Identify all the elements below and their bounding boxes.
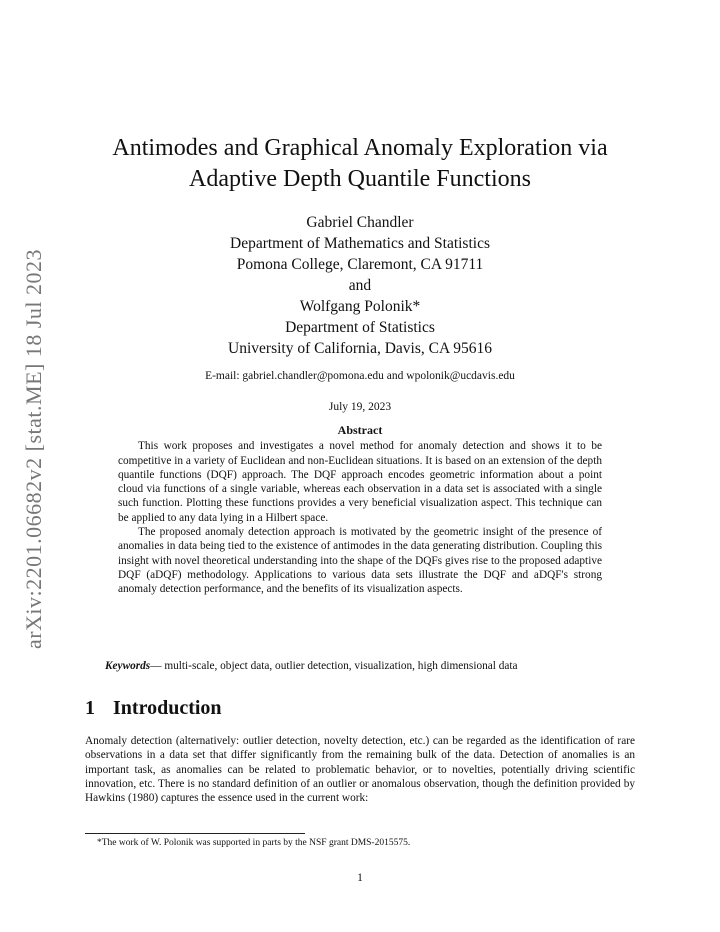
section-heading [85, 697, 222, 720]
arxiv-identifier-text: arXiv:2201.06682v2 [stat.ME] 18 Jul 2023 [21, 248, 46, 650]
author-affiliation-2: University of California, Davis, CA 95616 [228, 340, 492, 357]
section-number: 1 [85, 697, 95, 719]
abstract-section [118, 423, 602, 597]
author-affiliation-1: Pomona College, Claremont, CA 91711 [236, 256, 484, 273]
abstract-paragraph-2: The proposed anomaly detection approach is motivated by the geometric insight of the presence of anomalies in data being tied to the existence of antimodes in the data generating distribution. Coupling this insight with novel theoretical understanding into the shape of the DQFs gives rise to the proposed adaptive DQF (aDQF) methodology. Applications to various data sets illustrate the DQF and aDQF's strong anomaly detection performance, and the benefits of its visualization aspects. [118, 526, 602, 596]
paper-title-line-1: Antimodes and Graphical Anomaly Exploration via [112, 135, 608, 161]
section-title: Introduction [113, 697, 222, 719]
paper-date: July 19, 2023 [328, 401, 392, 413]
keywords-label: Keywords [105, 660, 151, 672]
keywords-text: — multi-scale, object data, outlier detection, visualization, high dimensional data [150, 660, 518, 672]
page-number: 1 [357, 872, 363, 884]
keywords-line [105, 660, 625, 672]
author-conjunction: and [348, 277, 372, 294]
paper-title-line-2: Adaptive Depth Quantile Functions [189, 166, 531, 192]
abstract-heading: Abstract [337, 423, 383, 437]
author-name-2: Wolfgang Polonik* [299, 298, 421, 315]
footnote-divider [85, 833, 305, 834]
author-name-1: Gabriel Chandler [306, 214, 414, 231]
footnote: *The work of W. Polonik was supported in parts by the NSF grant DMS-2015575. [97, 838, 411, 848]
introduction-paragraph: Anomaly detection (alternatively: outlier detection, novelty detection, etc.) can be regarded as the identification of rare observations in a data set that differ significantly from the remaining bulk of the data. Detection of anomalies is an important task, as anomalies can be related to problematic behavior, or to novelties, potentially driving scientific innovation, etc. There is no standard definition of an outlier or anomalous observation, though the definition provided by Hawkins (1980) captures the essence used in the current work: [85, 735, 635, 805]
author-emails: E-mail: gabriel.chandler@pomona.edu and wpolonik@ucdavis.edu [205, 370, 515, 382]
abstract-paragraph-1: This work proposes and investigates a novel method for anomaly detection and shows it to be competitive in a variety of Euclidean and non-Euclidean situations. It is based on an extension of the depth quantile functions (DQF) approach. The DQF approach encodes geometric information about a point cloud via functions of a single variable, whereas each observation in a data set is associated with a single such function. Plotting these functions provides a very beneficial visualization aspect. This technique can be applied to any data lying in a Hilbert space. [118, 440, 602, 524]
paper-title [0, 133, 720, 195]
author-department-1: Department of Mathematics and Statistics [230, 235, 490, 252]
author-department-2: Department of Statistics [285, 319, 435, 336]
author-block [0, 212, 720, 359]
